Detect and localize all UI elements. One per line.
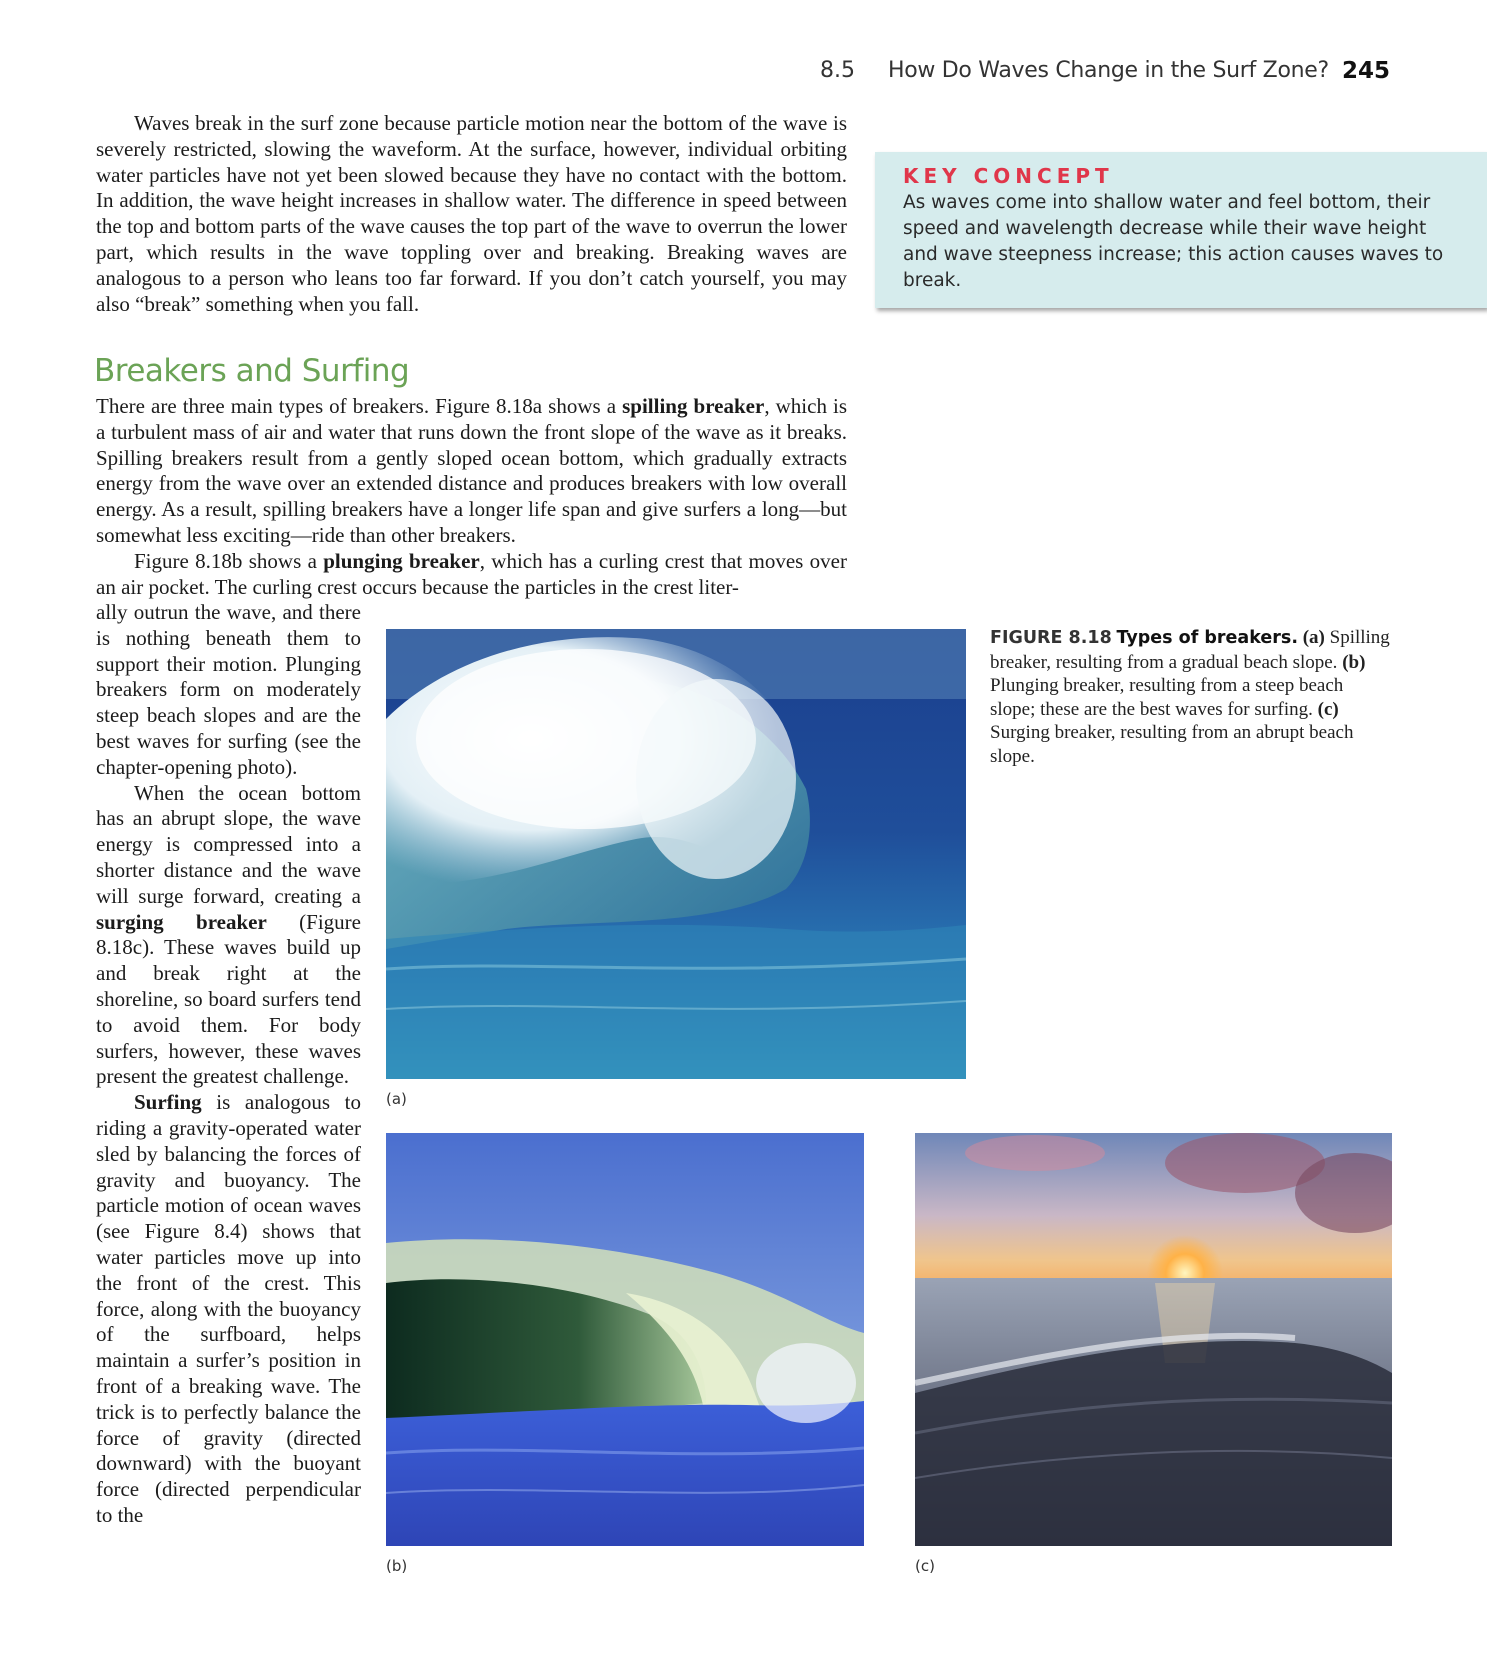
paragraph-text: Figure 8.18b shows a bbox=[134, 548, 324, 573]
figure-title: Types of breakers. bbox=[1116, 628, 1298, 648]
term-spilling-breaker: spilling breaker bbox=[622, 394, 765, 418]
figure-a-label: (a) bbox=[386, 1090, 407, 1108]
paragraph-text: There are three main types of breakers. Figure 8.18a shows a bbox=[96, 394, 623, 418]
running-header bbox=[820, 58, 1390, 90]
paragraph-text: , which has a curling crest that moves over an air pocket. The curling crest occurs because the particles in the crest liter- bbox=[96, 548, 847, 599]
paragraph-text: When the ocean bottom has an abrupt slope, the wave energy is compressed into a shorter distance and the wave will surge forward, creating a bbox=[96, 780, 361, 908]
figure-number: FIGURE 8.18 bbox=[990, 628, 1112, 648]
key-concept-text: As waves come into shallow water and feel bottom, their speed and wavelength decrease while their wave height and wave steepness increase; this action causes waves to break. bbox=[903, 192, 1444, 291]
paragraph-spilling bbox=[96, 394, 847, 549]
figure-c-surging-breaker-photo bbox=[915, 1133, 1392, 1546]
caption-part-letter: (a) bbox=[1302, 627, 1325, 648]
paragraph-text: is analogous to riding a gravity-operated water sled by balancing the forces of gravity and buoyancy. The particle motion of ocean waves (see Figure 8.4) shows that water particles move up into the front of the crest. This force, along with the buoyancy of the surfboard, helps maintain a surfer’s position in front of a breaking wave. The trick is to perfectly balance the force of gravity (directed downward) with the buoyant force (directed perpendicular to the bbox=[96, 1090, 361, 1527]
paragraph-surfing bbox=[96, 1090, 361, 1529]
surging-breaker-illustration bbox=[915, 1133, 1392, 1546]
page-number: 245 bbox=[1341, 58, 1390, 84]
spilling-breaker-illustration bbox=[386, 629, 966, 1079]
term-surging-breaker: surging breaker bbox=[96, 909, 267, 934]
paragraph-text: (Figure 8.18c). These waves build up and break right at the shoreline, so board surfers tend to avoid them. For body surfers, however, these waves present the greatest challenge. bbox=[96, 909, 361, 1089]
key-concept-box bbox=[875, 152, 1487, 308]
caption-part-text: Surging breaker, resulting from an abrupt beach slope. bbox=[990, 722, 1354, 767]
caption-part-text: Spilling breaker, resulting from a gradual beach slope. bbox=[990, 627, 1390, 673]
caption-part-text: Plunging breaker, resulting from a steep beach slope; these are the best waves for surfing. bbox=[990, 675, 1344, 720]
intro-paragraph: Waves break in the surf zone because particle motion near the bottom of the wave is severely restricted, slowing the waveform. At the surface, however, individual orbiting water particles have not yet been slowed because they have no contact with the bottom. In addition, the wave height increases in shallow water. The difference in speed between the top and bottom parts of the wave causes the top part of the wave to overrun the lower part, which results in the wave toppling over and breaking. Breaking waves are analogous to a person who leans too far forward. If you don’t catch yourself, you may also “break” something when you fall. bbox=[96, 111, 847, 316]
paragraph-plunging-continued: ally outrun the wave, and there is nothing beneath them to support their motion. Plunging breakers form on moderately steep beach slopes and are the best waves for surfing (see the chapter-opening photo). bbox=[96, 600, 361, 779]
paragraph-text: , which is a turbulent mass of air and water that runs down the front slope of the wave as it breaks. Spilling breakers result from a gently sloped ocean bottom, which gradually extracts energy from the wave over an extended distance and produces breakers with low overall energy. As a result, spilling breakers have a longer life span and give surfers a long—but somewhat less exciting—ride than other breakers. bbox=[96, 394, 848, 547]
figure-caption bbox=[990, 626, 1390, 768]
breakers-text-narrow bbox=[96, 600, 361, 1529]
figure-b-label: (b) bbox=[386, 1557, 408, 1575]
section-title: How Do Waves Change in the Surf Zone? bbox=[888, 58, 1329, 83]
breakers-text-wide bbox=[96, 394, 847, 600]
section-heading: Breakers and Surfing bbox=[94, 353, 410, 389]
intro-text-block bbox=[96, 111, 847, 317]
paragraph-plunging bbox=[96, 549, 847, 601]
plunging-breaker-illustration bbox=[386, 1133, 864, 1546]
caption-part-letter: (c) bbox=[1317, 698, 1339, 720]
term-surfing: Surfing bbox=[134, 1090, 202, 1115]
figure-b-plunging-breaker-photo bbox=[386, 1133, 864, 1546]
section-number: 8.5 bbox=[820, 58, 855, 83]
caption-part-letter: (b) bbox=[1342, 651, 1366, 673]
paragraph-surging bbox=[96, 781, 361, 1091]
figure-c-label: (c) bbox=[915, 1557, 935, 1575]
term-plunging-breaker: plunging breaker bbox=[323, 548, 480, 573]
figure-a-spilling-breaker-photo bbox=[386, 629, 966, 1079]
key-concept-title: KEY CONCEPT bbox=[903, 164, 1114, 188]
